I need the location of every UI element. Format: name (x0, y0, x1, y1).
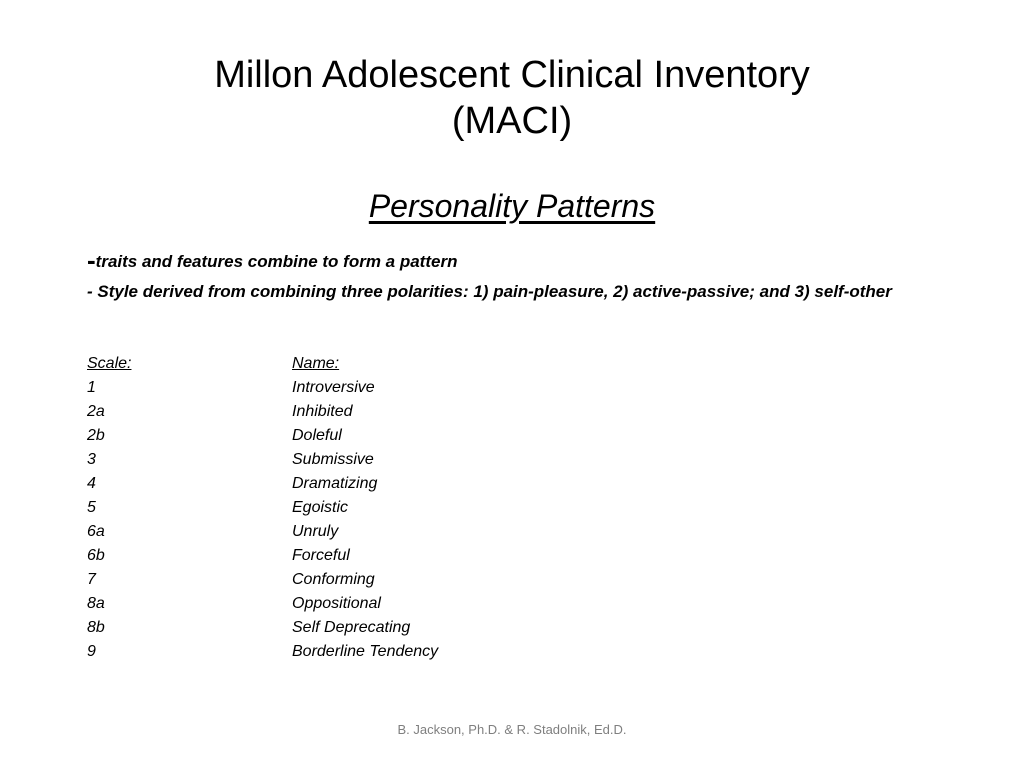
name-cell: Dramatizing (292, 475, 378, 492)
header-scale: Scale: (87, 355, 132, 372)
scale-cell: 5 (87, 499, 96, 516)
bullet-item (87, 246, 947, 276)
slide-title-line-1: Millon Adolescent Clinical Inventory (214, 54, 810, 96)
table-header-row (87, 352, 587, 376)
table-row (87, 520, 587, 544)
scale-cell: 6a (87, 523, 105, 540)
name-cell: Inhibited (292, 403, 353, 420)
scale-cell: 2a (87, 403, 105, 420)
scale-cell: 1 (87, 379, 96, 396)
scale-cell: 4 (87, 475, 96, 492)
table-row (87, 424, 587, 448)
table-row (87, 592, 587, 616)
table-row (87, 448, 587, 472)
scale-cell: 3 (87, 451, 96, 468)
table-row (87, 376, 587, 400)
name-cell: Doleful (292, 427, 342, 444)
name-cell: Egoistic (292, 499, 349, 516)
table-row (87, 472, 587, 496)
slide-footer: B. Jackson, Ph.D. & R. Stadolnik, Ed.D. (397, 722, 627, 737)
scale-cell: 6b (87, 547, 105, 564)
bullet-list (87, 246, 947, 303)
name-cell: Forceful (292, 547, 350, 564)
name-cell: Conforming (292, 571, 375, 588)
scale-table (87, 352, 587, 664)
scale-cell: 9 (87, 643, 96, 660)
name-cell: Introversive (292, 379, 375, 396)
table-row (87, 544, 587, 568)
table-row (87, 496, 587, 520)
bullet-dash: - (87, 245, 96, 275)
scale-cell: 8b (87, 619, 105, 636)
table-row (87, 616, 587, 640)
name-cell: Oppositional (292, 595, 381, 612)
scale-cell: 7 (87, 571, 96, 588)
bullet-item: - Style derived from combining three polarities: 1) pain-pleasure, 2) active-passive; and 3) self-other (87, 282, 892, 301)
table-row (87, 400, 587, 424)
slide-title-line-2: (MACI) (451, 100, 573, 142)
slide-title (0, 52, 1024, 144)
name-cell: Unruly (292, 523, 339, 540)
scale-cell: 2b (87, 427, 105, 444)
table-row (87, 640, 587, 664)
bullet-text: traits and features combine to form a pattern (95, 252, 458, 271)
name-cell: Borderline Tendency (292, 643, 439, 660)
slide-subtitle: Personality Patterns (368, 188, 656, 224)
name-cell: Submissive (292, 451, 374, 468)
header-name: Name: (292, 355, 340, 372)
name-cell: Self Deprecating (292, 619, 411, 636)
scale-cell: 8a (87, 595, 105, 612)
table-row (87, 568, 587, 592)
